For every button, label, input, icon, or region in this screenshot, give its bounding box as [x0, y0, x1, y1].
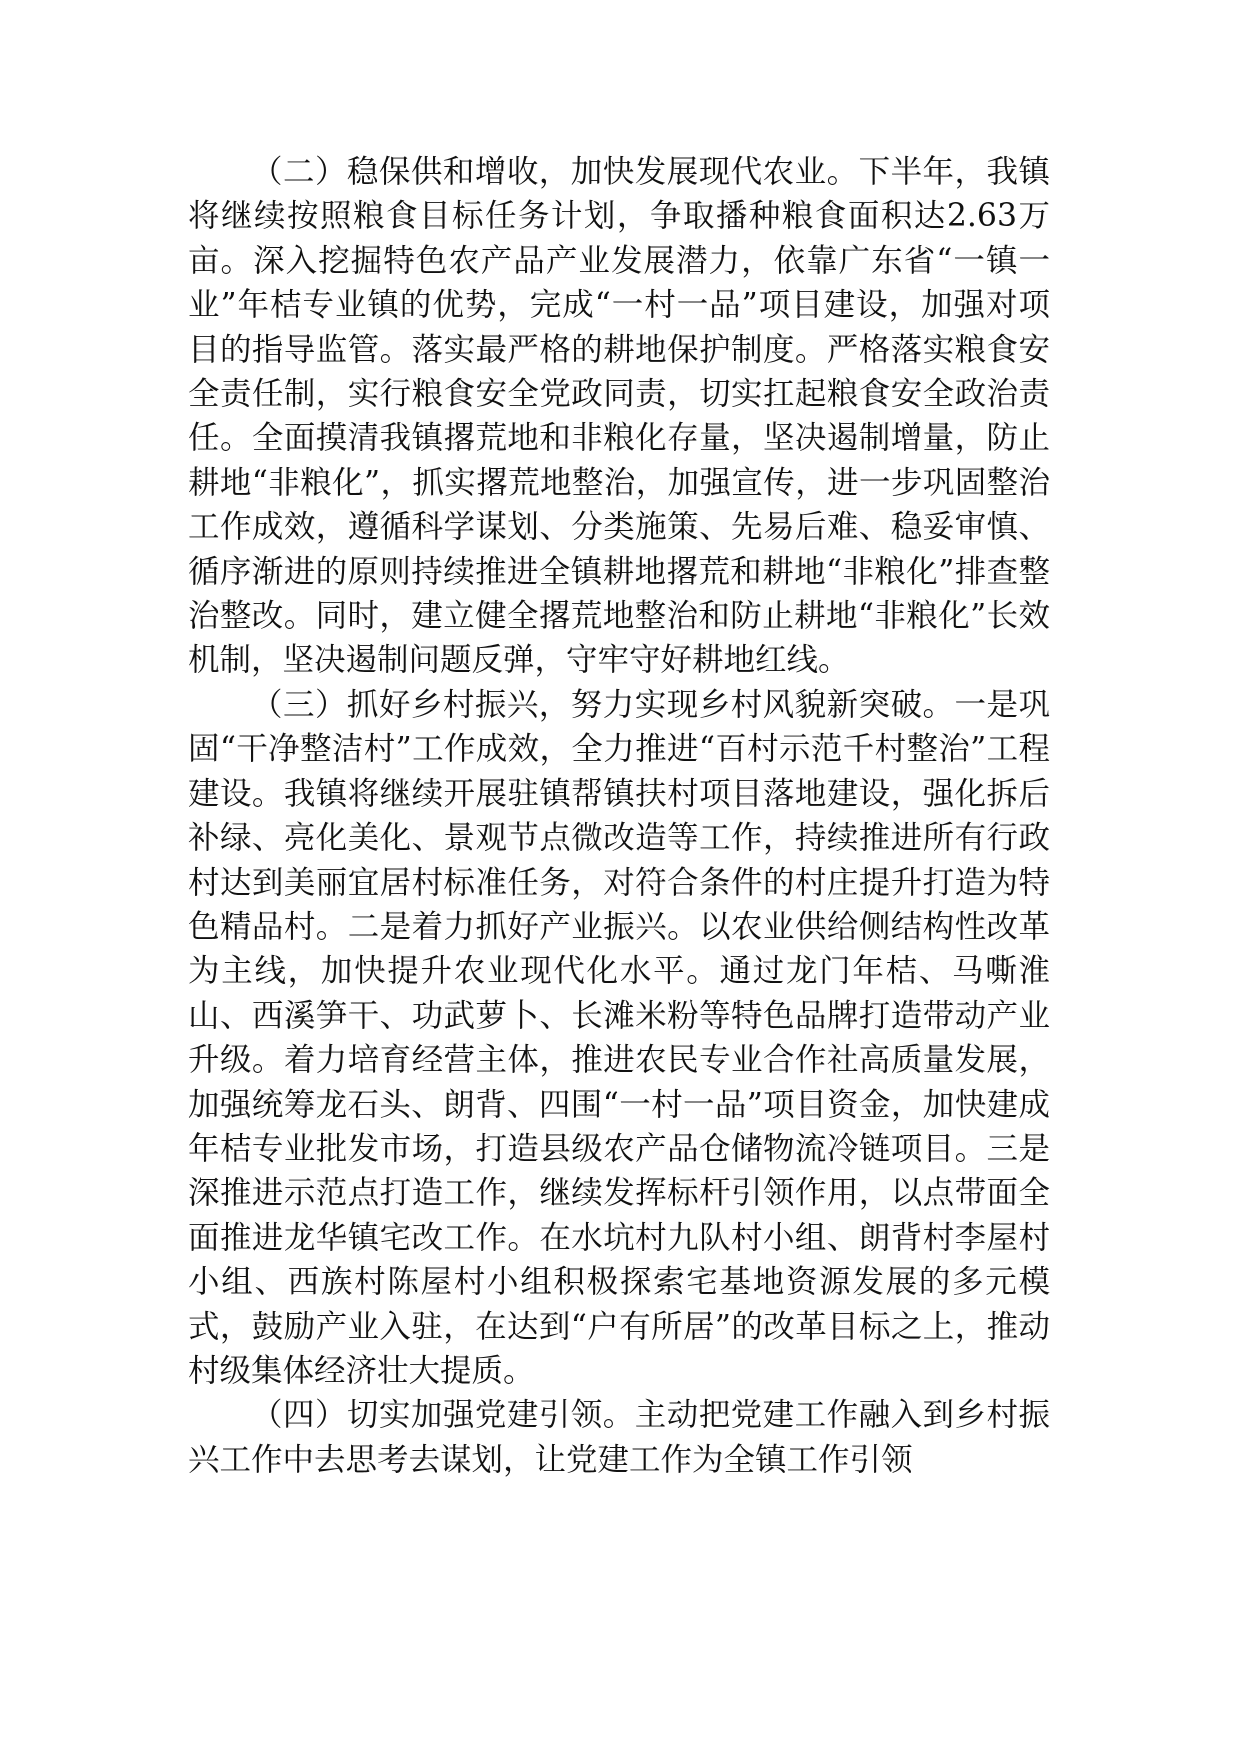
paragraph-party-building: （四）切实加强党建引领。主动把党建工作融入到乡村振兴工作中去思考去谋划，让党建工作为全镇工作引领: [188, 1397, 1050, 1478]
body-text: [188, 150, 1050, 1482]
paragraph-agriculture: （二）稳保供和增收，加快发展现代农业。下半年，我镇将继续按照粮食目标任务计划，争取播种粮食面积达2.63万亩。深入挖掘特色农产品产业发展潜力，依靠广东省“一镇一业”年桔专业镇的优势，完成“一村一品”项目建设，加强对项目的指导监管。落实最严格的耕地保护制度。严格落实粮食安全责任制，实行粮食安全党政同责，切实扛起粮食安全政治责任。全面摸清我镇撂荒地和非粮化存量，坚决遏制增量，防止耕地“非粮化”，抓实撂荒地整治，加强宣传，进一步巩固整治工作成效，遵循科学谋划、分类施策、先易后难、稳妥审慎、循序渐进的原则持续推进全镇耕地撂荒和耕地“非粮化”排查整治整改。同时，建立健全撂荒地整治和防止耕地“非粮化”长效机制，坚决遏制问题反弹，守牢守好耕地红线。: [188, 154, 1050, 679]
paragraph-rural-revitalization: （三）抓好乡村振兴，努力实现乡村风貌新突破。一是巩固“干净整洁村”工作成效，全力推进“百村示范千村整治”工程建设。我镇将继续开展驻镇帮镇扶村项目落地建设，强化拆后补绿、亮化美化、景观节点微改造等工作，持续推进所有行政村达到美丽宜居村标准任务，对符合条件的村庄提升打造为特色精品村。二是着力抓好产业振兴。以农业供给侧结构性改革为主线，加快提升农业现代化水平。通过龙门年桔、马嘶淮山、西溪笋干、功武萝卜、长滩米粉等特色品牌打造带动产业升级。着力培育经营主体，推进农民专业合作社高质量发展，加强统筹龙石头、朗背、四围“一村一品”项目资金，加快建成年桔专业批发市场，打造县级农产品仓储物流冷链项目。三是深推进示范点打造工作，继续发挥标杆引领作用，以点带面全面推进龙华镇宅改工作。在水坑村九队村小组、朗背村李屋村小组、西族村陈屋村小组积极探索宅基地资源发展的多元模式，鼓励产业入驻，在达到“户有所居”的改革目标之上，推动村级集体经济壮大提质。: [188, 686, 1050, 1389]
